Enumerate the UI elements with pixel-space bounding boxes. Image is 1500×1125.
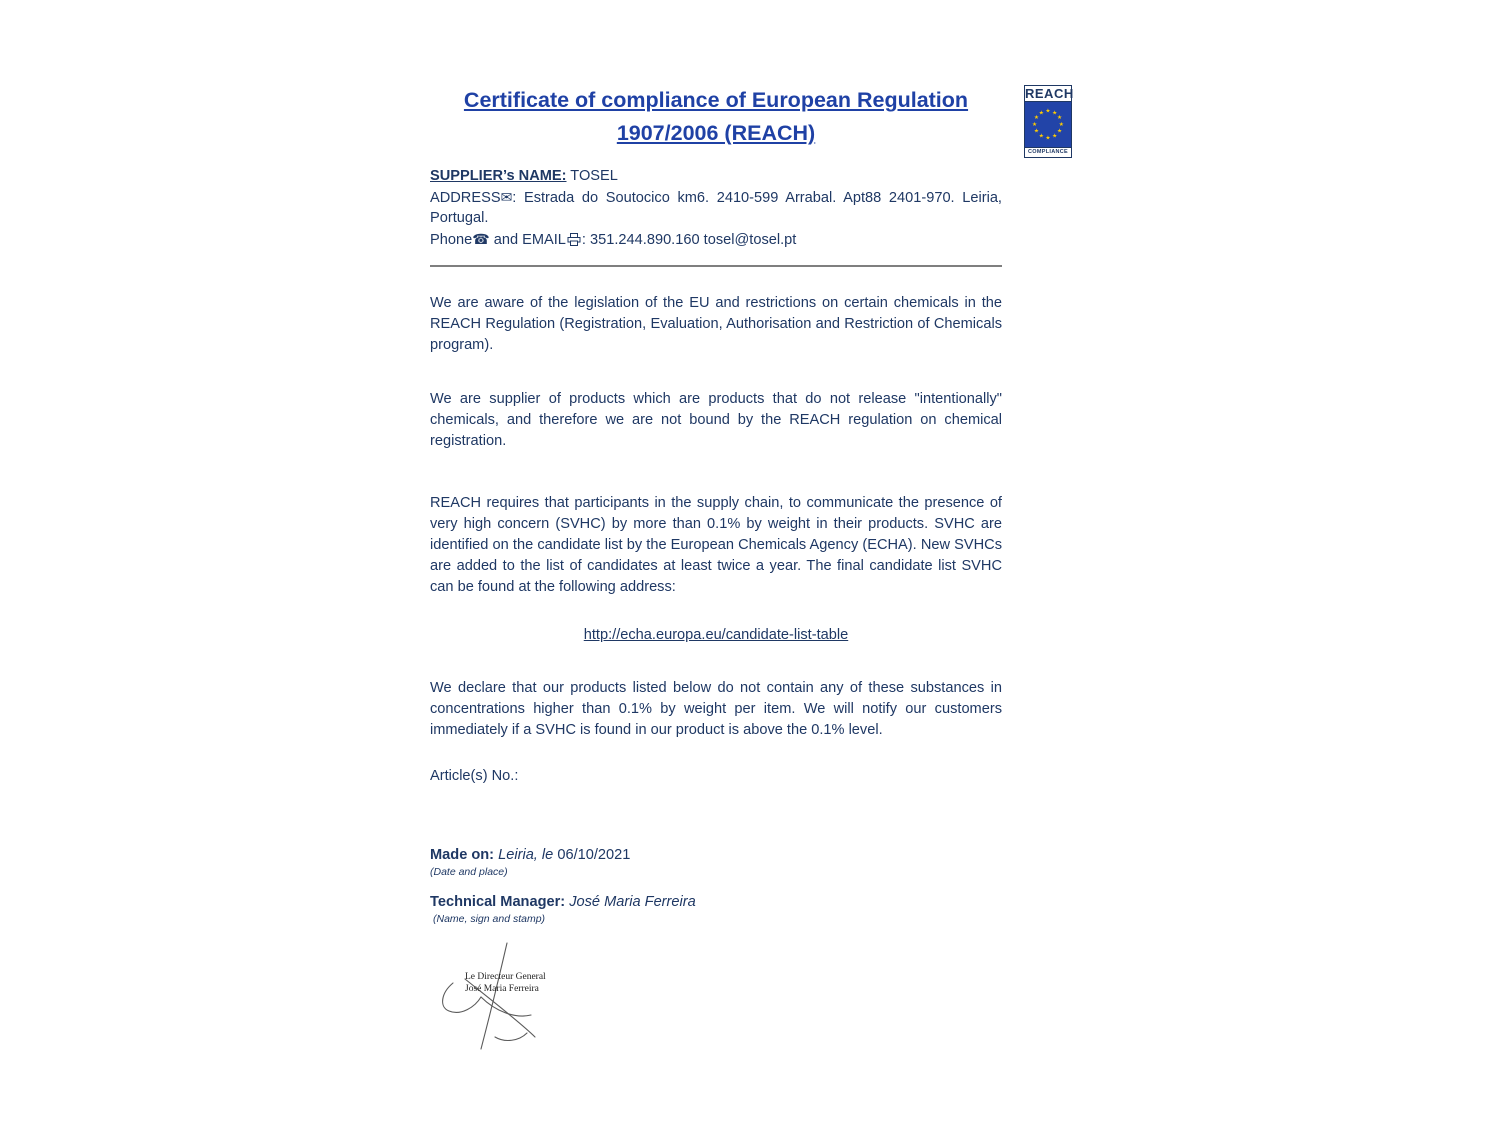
paragraph-reach-awareness: We are aware of the legislation of the EU and restrictions on certain chemicals in the REACH Regulation (Registration, Evaluation, Authorisation and Restriction of Chemicals program). (430, 295, 1002, 353)
made-on-line (430, 847, 1002, 878)
document-title (430, 84, 1002, 150)
supplier-contact-line (430, 229, 1002, 251)
made-on-place: Leiria, le (494, 847, 554, 863)
svg-text:★: ★ (1052, 110, 1058, 117)
signature-stamp-text (465, 971, 575, 995)
supplier-name-line (430, 166, 1002, 187)
svg-text:★: ★ (1038, 133, 1044, 140)
candidate-list-link[interactable]: http://echa.europa.eu/candidate-list-table (583, 627, 849, 643)
supplier-address-line (430, 187, 1002, 229)
document-content (430, 84, 1002, 1056)
technical-manager-line (430, 894, 1002, 925)
candidate-list-link-line (430, 627, 1002, 643)
fax-icon (567, 233, 581, 246)
svg-text:★: ★ (1058, 121, 1064, 128)
address-value: : Estrada do Soutocico km6. 2410-599 Arrabal. Apt88 2401-970. Leiria, Portugal. (430, 189, 1002, 226)
reach-compliance-logo (1024, 85, 1072, 158)
paragraph-declaration: We declare that our products listed below do not contain any of these substances in concentrations higher than 0.1% by weight per item. We will notify our customers immediately if a SVHC is found in our product is above the 0.1% level. (430, 680, 1002, 738)
signature-text-line-2: José Maria Ferreira (465, 984, 539, 994)
made-on-date: 06/10/2021 (553, 847, 631, 863)
supplier-block (430, 166, 1002, 250)
email-label: and EMAIL (489, 231, 566, 248)
article-number-line: Article(s) No.: (430, 768, 519, 784)
phone-label: Phone (430, 231, 473, 248)
svg-text:★: ★ (1033, 128, 1039, 135)
svg-text:★: ★ (1032, 121, 1038, 128)
date-place-note: (Date and place) (430, 866, 508, 878)
handwritten-signature (435, 941, 585, 1056)
svg-text:★: ★ (1033, 115, 1039, 122)
phone-icon: ☎ (472, 230, 490, 247)
svg-text:★: ★ (1045, 108, 1051, 115)
supplier-name-label: SUPPLIER’s NAME: (430, 168, 567, 184)
envelope-icon: ✉ (500, 188, 513, 205)
divider-line (430, 265, 1002, 267)
svg-text:★: ★ (1052, 133, 1058, 140)
title-line-1: Certificate of compliance of European Regulation (463, 88, 969, 112)
reach-logo-title: REACH (1025, 86, 1074, 101)
eu-stars-flag-icon (1024, 101, 1072, 147)
paragraph-supplier-statement: We are supplier of products which are products that do not release "intentionally" chemicals, and therefore we are not bound by the REACH regulation on chemical registration. (430, 391, 1002, 449)
technical-manager-name: José Maria Ferreira (565, 894, 696, 910)
svg-text:★: ★ (1038, 110, 1044, 117)
name-sign-stamp-note: (Name, sign and stamp) (433, 913, 546, 925)
paragraph-svhc-requirement: REACH requires that participants in the supply chain, to communicate the presence of very high concern (SVHC) by more than 0.1% by weight in their products. SVHC are identified on the candidate list by the European Chemicals Agency (ECHA). New SVHCs are added to the list of candidates at least twice a year. The final candidate list SVHC can be found at the following address: (430, 495, 1002, 595)
svg-text:★: ★ (1057, 115, 1063, 122)
address-label: ADDRESS (430, 189, 501, 206)
technical-manager-label: Technical Manager: (430, 894, 566, 910)
made-on-label: Made on: (430, 847, 495, 863)
signature-area (435, 941, 585, 1056)
svg-text:★: ★ (1045, 135, 1051, 142)
svg-text:★: ★ (1057, 128, 1063, 135)
contact-value: : 351.244.890.160 tosel@tosel.pt (581, 231, 797, 248)
supplier-name-value: TOSEL (566, 168, 618, 184)
title-line-2: 1907/2006 (REACH) (616, 121, 816, 145)
signature-text-line-1: Le Directeur General (465, 972, 546, 982)
reach-logo-compliance-label: COMPLIANCE (1024, 147, 1072, 158)
